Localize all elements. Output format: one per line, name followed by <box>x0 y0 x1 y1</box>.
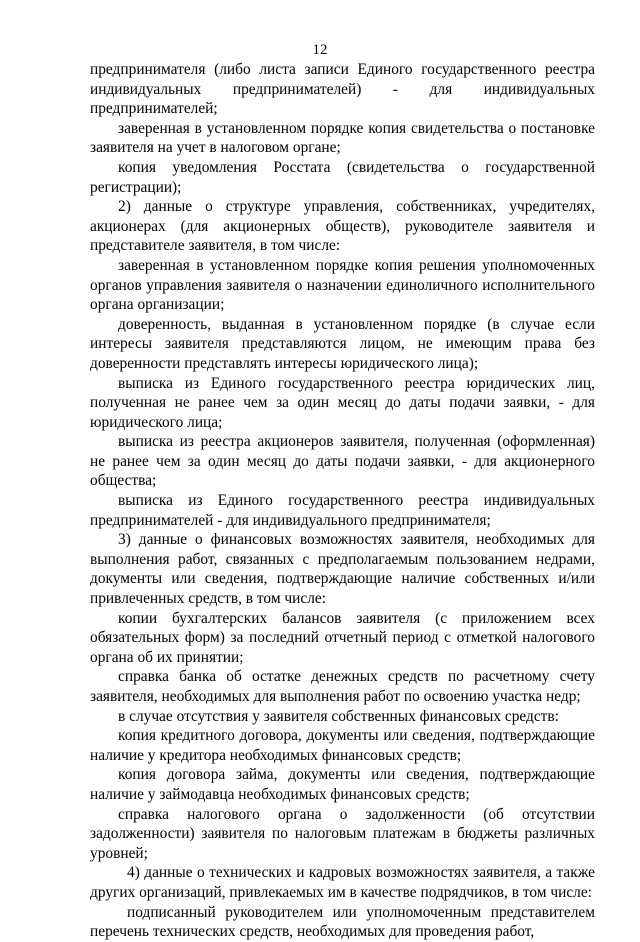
page-number: 12 <box>312 42 328 58</box>
paragraph: копия уведомления Росстата (свидетельства о государственной регистрации); <box>90 158 595 196</box>
paragraph: в случае отсутствия у заявителя собственных финансовых средств: <box>118 707 559 725</box>
paragraph: выписка из Единого государственного реестра юридических лиц, полученная не ранее чем за один месяц до даты подачи заявки, - для юридического лица; <box>90 374 595 431</box>
document-body <box>90 60 595 942</box>
paragraph: заверенная в установленном порядке копия решения уполномоченных органов управления заявителя о назначении единоличного исполнительного органа организации; <box>90 256 595 314</box>
paragraph: предпринимателя (либо листа записи Единого государственного реестра индивидуальных предпринимателей) - для индивидуальных предпринимателей; <box>90 61 595 118</box>
paragraph: 2) данные о структуре управления, собственниках, учредителях, акционерах (для акционерных обществ), руководителе заявителя и представителе заявителя, в том числе: <box>90 198 595 255</box>
paragraph: доверенность, выданная в установленном порядке (в случае если интересы заявителя представляются лицом, не имеющим права без доверенности представлять интересы юридического лица); <box>90 315 595 372</box>
paragraph: справка банка об остатке денежных средств по расчетному счету заявителя, необходимых для выполнения работ по освоению участка недр; <box>90 668 595 705</box>
paragraph: 3) данные о финансовых возможностях заявителя, необходимых для выполнения работ, связанных с предполагаемым пользованием недрами, документы или сведения, подтверждающие наличие собственных и/или привлеченных средств, в том числе: <box>90 531 595 608</box>
paragraph: копия кредитного договора, документы или сведения, подтверждающие наличие у кредитора необходимых финансовых средств; <box>90 727 595 764</box>
paragraph: копия договора займа, документы или сведения, подтверждающие наличие у займодавца необходимых финансовых средств; <box>90 766 595 803</box>
paragraph: 4) данные о технических и кадровых возможностях заявителя, а также других организаций, привлекаемых им в качестве подрядчиков, в том числе: <box>90 864 595 901</box>
paragraph: выписка из Единого государственного реестра индивидуальных предпринимателей - для индивидуального предпринимателя; <box>90 492 595 529</box>
paragraph: выписка из реестра акционеров заявителя, полученная (оформленная) не ранее чем за один месяц до даты подачи заявки, - для акционерного общества; <box>90 433 595 490</box>
paragraph: заверенная в установленном порядке копия свидетельства о постановке заявителя на учет в налоговом органе; <box>90 119 595 157</box>
paragraph: справка налогового органа о задолженности (об отсутствии задолженности) заявителя по налоговым платежам в бюджеты различных уровней; <box>90 805 595 862</box>
paragraph: подписанный руководителем или уполномоченным представителем перечень технических средств, необходимых для проведения работ, <box>90 903 595 941</box>
paragraph: копии бухгалтерских балансов заявителя (с приложением всех обязательных форм) за последний отчетный период с отметкой налогового органа об их принятии; <box>90 609 595 666</box>
